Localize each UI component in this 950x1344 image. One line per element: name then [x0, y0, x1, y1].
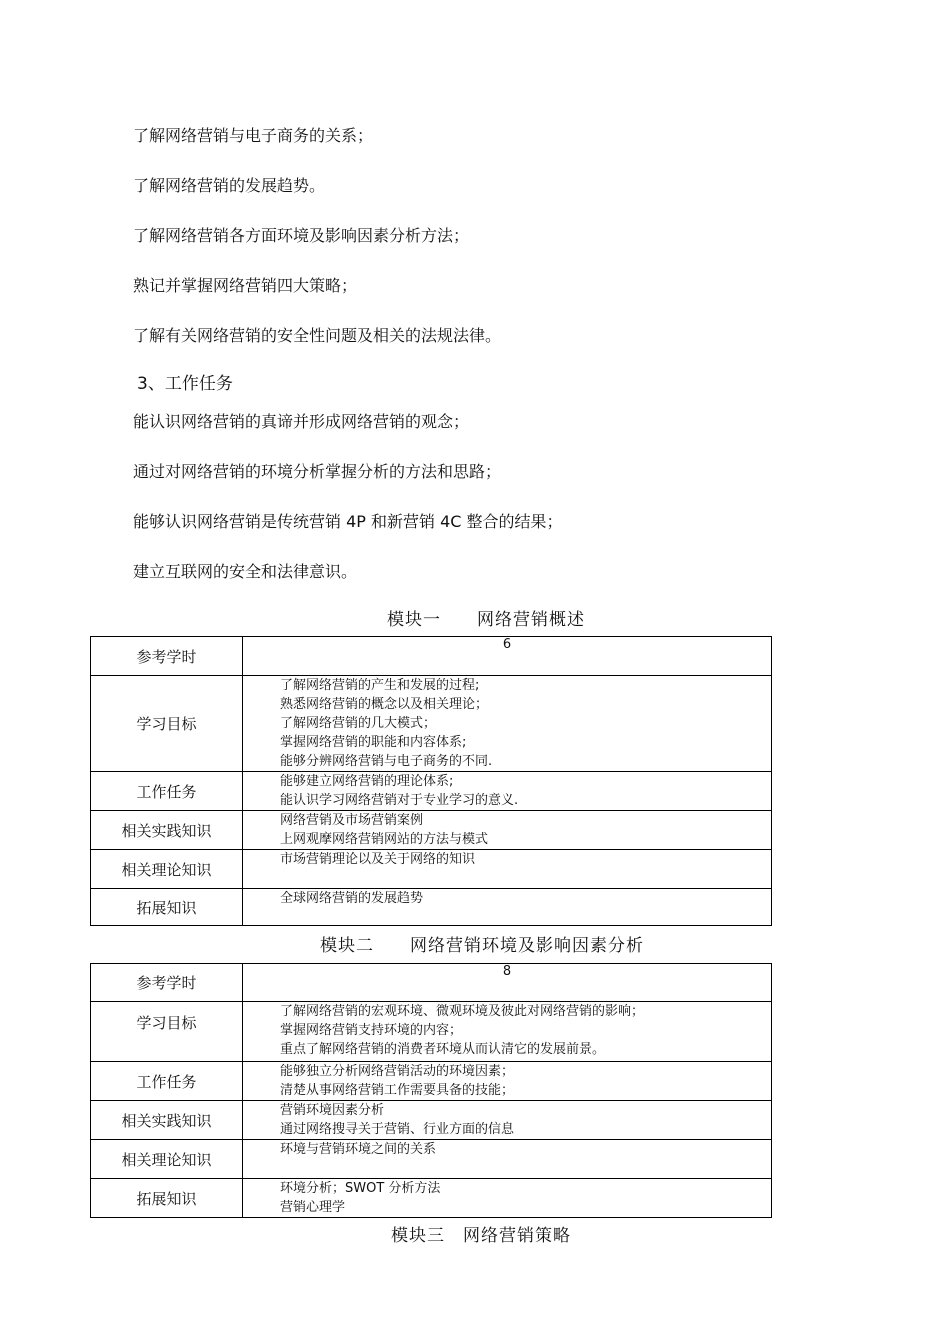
module1-hours-label: 参考学时 [91, 637, 243, 676]
module1-ext-row [91, 889, 772, 926]
module1-practice-row [91, 811, 772, 850]
module1-goal: 了解网络营销的几大模式； [280, 716, 437, 731]
module1-ext-label: 拓展知识 [91, 889, 243, 926]
module1-ext-item: 全球网络营销的发展趋势 [280, 891, 424, 906]
task-2: 通过对网络营销的环境分析掌握分析的方法和思路； [133, 462, 502, 481]
objective-5: 了解有关网络营销的安全性问题及相关的法规法律。 [133, 326, 502, 345]
module2-work-item: 清楚从事网络营销工作需要具备的技能； [280, 1083, 515, 1098]
module1-theory-label: 相关理论知识 [91, 850, 243, 889]
module2-work-row [91, 1062, 772, 1101]
module2-theory-label: 相关理论知识 [91, 1140, 243, 1179]
module2-ext-item: 环境分析；SWOT 分析方法 [280, 1181, 441, 1196]
module1-work-label: 工作任务 [91, 772, 243, 811]
module2-title: 模块二 网络营销环境及影响因素分析 [320, 936, 644, 956]
module1-practice-item: 上网观摩网络营销网站的方法与模式 [280, 832, 489, 847]
module1-title: 模块一 网络营销概述 [387, 610, 585, 630]
module3-title: 模块三 网络营销策略 [391, 1226, 571, 1246]
module1-goals-label: 学习目标 [91, 676, 243, 772]
module2-practice-row [91, 1101, 772, 1140]
module1-work-item: 能够建立网络营销的理论体系; [280, 774, 454, 789]
module1-hours-row [91, 637, 772, 676]
module1-practice-label: 相关实践知识 [91, 811, 243, 850]
module2-practice-label: 相关实践知识 [91, 1101, 243, 1140]
task-1: 能认识网络营销的真谛并形成网络营销的观念； [133, 412, 470, 431]
module2-ext-label: 拓展知识 [91, 1179, 243, 1218]
task-4: 建立互联网的安全和法律意识。 [133, 562, 358, 581]
module2-hours-label: 参考学时 [91, 964, 243, 1002]
module2-practice-item: 通过网络搜寻关于营销、行业方面的信息 [280, 1122, 515, 1137]
module2-theory-row [91, 1140, 772, 1179]
module2-table [90, 963, 772, 1218]
module1-practice-item: 网络营销及市场营销案例 [280, 813, 424, 828]
module2-practice-item: 营销环境因素分析 [280, 1103, 385, 1118]
module1-goal: 熟悉网络营销的概念以及相关理论； [280, 697, 489, 712]
objective-4: 熟记并掌握网络营销四大策略； [133, 276, 358, 295]
module2-work-item: 能够独立分析网络营销活动的环境因素； [280, 1064, 515, 1079]
module2-goal: 重点了解网络营销的消费者环境从而认清它的发展前景。 [280, 1042, 606, 1057]
task-3: 能够认识网络营销是传统营销 4P 和新营销 4C 整合的结果； [133, 512, 563, 531]
module2-hours-value: 8 [243, 964, 772, 1002]
module1-goal: 了解网络营销的产生和发展的过程; [280, 678, 480, 693]
module1-work-item: 能认识学习网络营销对于专业学习的意义. [280, 793, 519, 808]
module2-work-label: 工作任务 [91, 1062, 243, 1101]
module1-table [90, 636, 772, 926]
module2-hours-row [91, 964, 772, 1002]
module2-goals-row [91, 1002, 772, 1062]
module2-ext-row [91, 1179, 772, 1218]
module1-theory-item: 市场营销理论以及关于网络的知识 [280, 852, 476, 867]
module2-goal: 掌握网络营销支持环境的内容； [280, 1023, 463, 1038]
module2-goals-label: 学习目标 [91, 1002, 243, 1062]
module1-theory-row [91, 850, 772, 889]
module1-goal: 能够分辨网络营销与电子商务的不同. [280, 754, 493, 769]
module1-goals-row [91, 676, 772, 772]
module2-ext-item: 营销心理学 [280, 1200, 346, 1215]
module2-goal: 了解网络营销的宏观环境、微观环境及彼此对网络营销的影响； [280, 1004, 645, 1019]
module1-goal: 掌握网络营销的职能和内容体系; [280, 735, 467, 750]
objective-2: 了解网络营销的发展趋势。 [133, 176, 326, 195]
tasks-heading: 3、工作任务 [137, 374, 233, 394]
module2-theory-item: 环境与营销环境之间的关系 [280, 1142, 437, 1157]
module1-hours-value: 6 [243, 637, 772, 676]
objective-1: 了解网络营销与电子商务的关系； [133, 126, 374, 145]
module1-work-row [91, 772, 772, 811]
objective-3: 了解网络营销各方面环境及影响因素分析方法； [133, 226, 470, 245]
